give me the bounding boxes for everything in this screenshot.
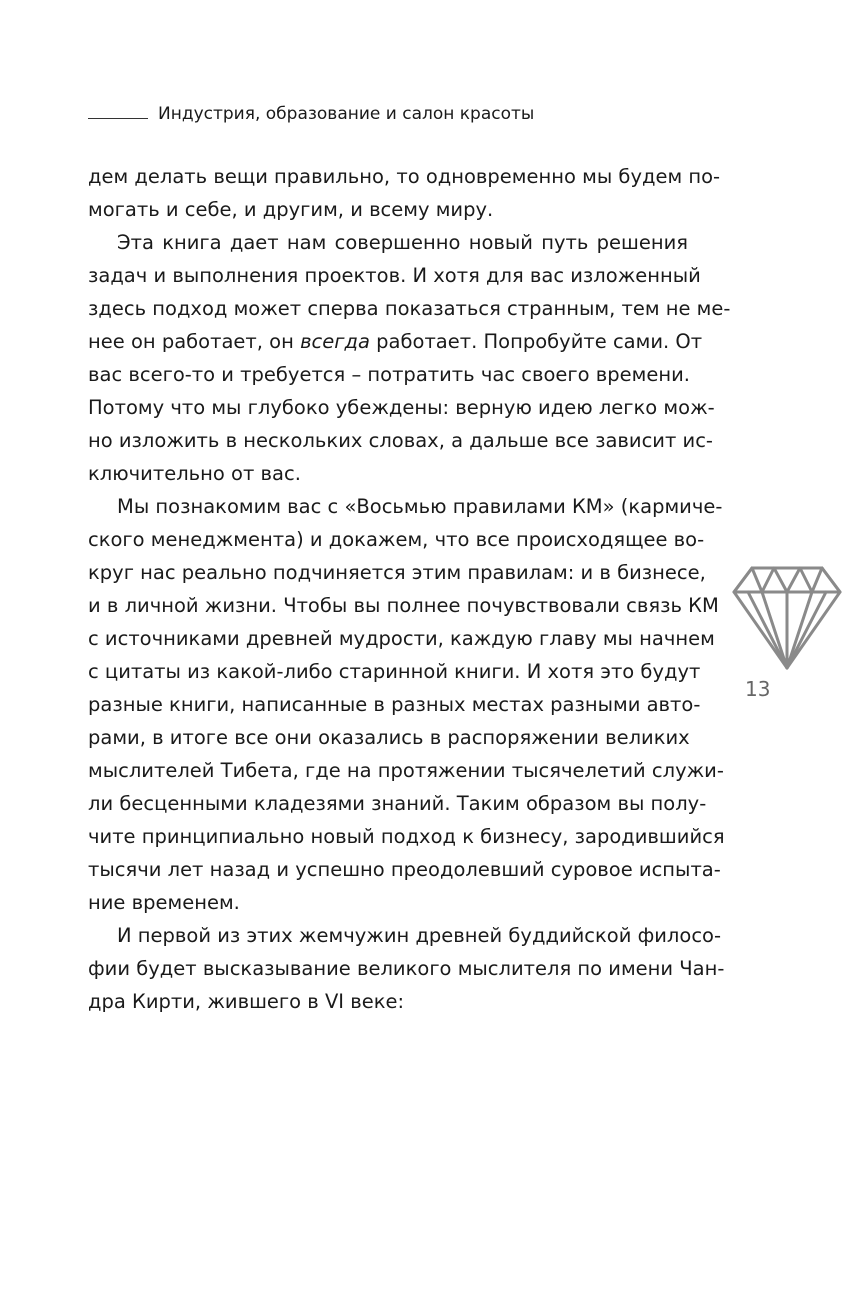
text-line: ключительно от вас.	[88, 462, 301, 485]
paragraph-1	[88, 160, 721, 226]
text-line: Мы познакомим вас с «Восьмью правилами КМ» (кармиче-	[117, 495, 723, 518]
running-head: Индустрия, образование и салон красоты	[158, 104, 535, 124]
text-line: могать и себе, и другим, и всему миру.	[88, 198, 494, 221]
text-segment: нее он работает, он	[88, 330, 294, 353]
paragraph-3	[88, 490, 725, 919]
paragraph-4	[88, 919, 725, 1018]
text-line: с цитаты из какой-либо старинной книги. И хотя это будут	[88, 660, 701, 683]
text-line: ского менеджмента) и докажем, что все происходящее во-	[88, 528, 705, 551]
text-line: с источниками древней мудрости, каждую главу мы начнем	[88, 627, 715, 650]
paragraph-2	[88, 226, 731, 490]
text-line: фии будет высказывание великого мыслителя по имени Чан-	[88, 957, 725, 980]
text-line: дра Кирти, жившего в VI веке:	[88, 990, 405, 1013]
text-line: вас всего-то и требуется – потратить час своего времени.	[88, 363, 690, 386]
emphasis-word: всегда	[300, 330, 370, 353]
text-line: ние временем.	[88, 891, 240, 914]
text-line: задач и выполнения проектов. И хотя для вас изложенный	[88, 264, 701, 287]
text-line: разные книги, написанные в разных местах разными авто-	[88, 693, 701, 716]
text-line: И первой из этих жемчужин древней буддийской филосо-	[117, 924, 722, 947]
text-line: Потому что мы глубоко убеждены: верную идею легко мож-	[88, 396, 715, 419]
page-number: 13	[745, 677, 771, 701]
text-line: дем делать вещи правильно, то одновременно мы будем по-	[88, 165, 721, 188]
body-text	[88, 160, 731, 1018]
text-line: Эта книга дает нам совершенно новый путь решения	[117, 231, 688, 254]
text-line: рами, в итоге все они оказались в распоряжении великих	[88, 726, 690, 749]
text-line: чите принципиально новый подход к бизнесу, зародившийся	[88, 825, 725, 848]
text-line: и в личной жизни. Чтобы вы полнее почувствовали связь КМ	[88, 594, 719, 617]
text-line: мыслителей Тибета, где на протяжении тысячелетий служи-	[88, 759, 724, 782]
text-line: ли бесценными кладезями знаний. Таким образом вы полу-	[88, 792, 707, 815]
text-segment: работает. Попробуйте сами. От	[376, 330, 703, 353]
text-line: но изложить в нескольких словах, а дальше все зависит ис-	[88, 429, 713, 452]
text-line: круг нас реально подчиняется этим правилам: и в бизнесе,	[88, 561, 706, 584]
header-rule	[88, 118, 148, 119]
diamond-icon	[730, 560, 844, 672]
text-line: здесь подход может сперва показаться странным, тем не ме-	[88, 297, 731, 320]
text-line: тысячи лет назад и успешно преодолевший суровое испыта-	[88, 858, 721, 881]
text-line-with-emphasis	[88, 325, 703, 358]
